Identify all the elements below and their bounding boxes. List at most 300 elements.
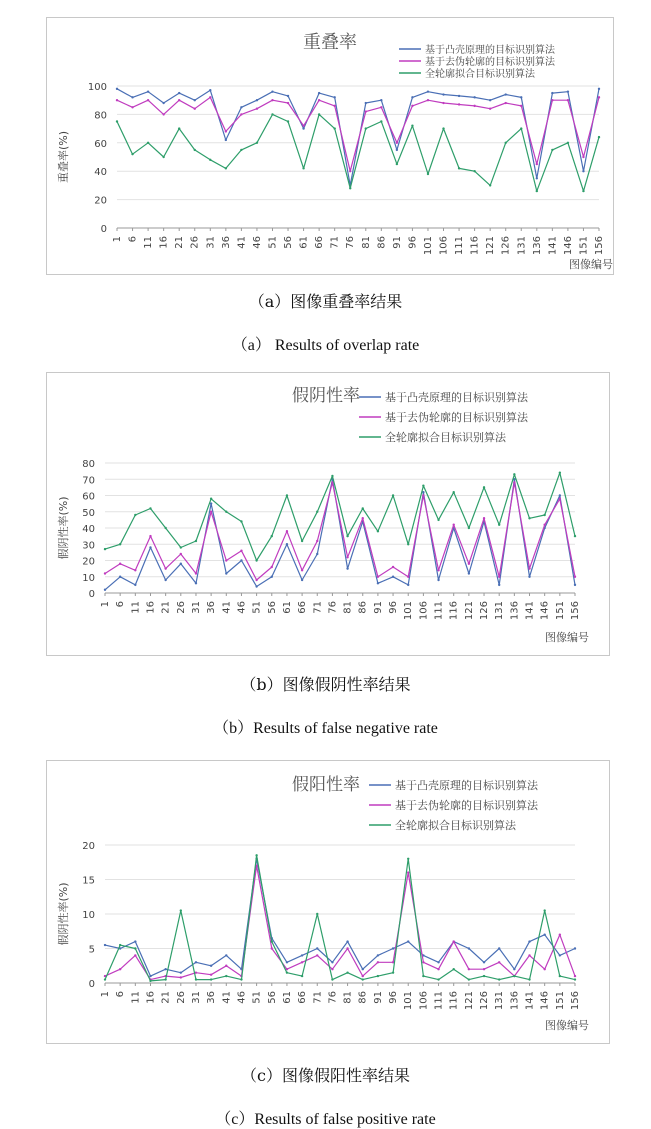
data-point-0 bbox=[427, 90, 429, 92]
data-point-1 bbox=[209, 96, 211, 98]
x-tick-label: 121 bbox=[463, 991, 475, 1011]
data-point-1 bbox=[407, 871, 409, 873]
data-point-2 bbox=[362, 507, 364, 509]
data-point-1 bbox=[458, 103, 460, 105]
y-tick-label: 80 bbox=[82, 459, 95, 470]
x-tick-label: 156 bbox=[594, 236, 605, 256]
data-point-1 bbox=[119, 563, 121, 565]
x-tick-label: 11 bbox=[130, 991, 142, 1004]
x-tick-label: 101 bbox=[403, 991, 415, 1011]
x-tick-label: 1 bbox=[100, 601, 111, 608]
data-point-2 bbox=[559, 472, 561, 474]
data-point-2 bbox=[134, 947, 136, 949]
data-point-1 bbox=[453, 940, 455, 942]
data-point-2 bbox=[271, 940, 273, 942]
x-tick-label: 16 bbox=[158, 236, 170, 249]
data-point-2 bbox=[271, 535, 273, 537]
data-point-0 bbox=[520, 96, 522, 98]
x-tick-label: 51 bbox=[251, 601, 263, 614]
x-tick-label: 116 bbox=[448, 991, 460, 1011]
data-point-1 bbox=[255, 579, 257, 581]
data-point-0 bbox=[180, 563, 182, 565]
y-tick-label: 0 bbox=[100, 224, 107, 235]
data-point-2 bbox=[392, 971, 394, 973]
data-point-1 bbox=[377, 576, 379, 578]
data-point-1 bbox=[437, 569, 439, 571]
data-point-1 bbox=[520, 105, 522, 107]
data-point-2 bbox=[377, 975, 379, 977]
data-point-2 bbox=[574, 978, 576, 980]
data-point-0 bbox=[442, 93, 444, 95]
x-axis-label: 图像编号 bbox=[545, 1019, 589, 1032]
chart-title: 假阴性率 bbox=[292, 386, 360, 406]
x-tick-label: 56 bbox=[266, 601, 278, 614]
x-tick-label: 131 bbox=[516, 236, 528, 256]
data-point-1 bbox=[473, 105, 475, 107]
data-point-0 bbox=[225, 139, 227, 141]
data-point-0 bbox=[505, 93, 507, 95]
data-point-1 bbox=[301, 569, 303, 571]
y-tick-label: 20 bbox=[94, 195, 107, 207]
data-point-2 bbox=[437, 519, 439, 521]
data-point-1 bbox=[543, 968, 545, 970]
data-point-1 bbox=[536, 163, 538, 165]
data-point-0 bbox=[559, 494, 561, 496]
data-point-0 bbox=[256, 99, 258, 101]
x-tick-label: 121 bbox=[463, 601, 475, 621]
data-point-2 bbox=[458, 167, 460, 169]
y-tick-label: 50 bbox=[82, 507, 95, 519]
data-point-0 bbox=[240, 559, 242, 561]
x-tick-label: 51 bbox=[251, 991, 263, 1004]
x-tick-label: 116 bbox=[448, 601, 460, 621]
x-tick-label: 56 bbox=[283, 236, 295, 249]
data-point-1 bbox=[483, 517, 485, 519]
data-point-0 bbox=[149, 975, 151, 977]
chart-panel-false-positive bbox=[46, 760, 610, 1044]
data-point-1 bbox=[349, 170, 351, 172]
data-point-0 bbox=[528, 576, 530, 578]
x-tick-label: 26 bbox=[189, 236, 201, 249]
x-tick-label: 51 bbox=[267, 236, 279, 249]
x-tick-label: 66 bbox=[297, 601, 309, 614]
x-tick-label: 21 bbox=[174, 236, 186, 249]
x-tick-label: 116 bbox=[469, 236, 481, 256]
data-point-2 bbox=[104, 548, 106, 550]
x-tick-label: 61 bbox=[281, 991, 293, 1004]
data-point-0 bbox=[528, 940, 530, 942]
x-tick-label: 81 bbox=[360, 236, 372, 249]
data-point-1 bbox=[427, 99, 429, 101]
x-tick-label: 91 bbox=[372, 991, 384, 1004]
data-point-2 bbox=[271, 113, 273, 115]
data-point-2 bbox=[209, 159, 211, 161]
data-point-1 bbox=[411, 105, 413, 107]
data-point-1 bbox=[346, 556, 348, 558]
data-point-2 bbox=[119, 543, 121, 545]
data-point-1 bbox=[528, 567, 530, 569]
data-point-1 bbox=[149, 535, 151, 537]
x-tick-label: 131 bbox=[494, 991, 506, 1011]
data-point-2 bbox=[194, 149, 196, 151]
x-axis-label: 图像编号 bbox=[569, 258, 613, 271]
x-tick-label: 141 bbox=[547, 236, 559, 256]
data-point-2 bbox=[528, 517, 530, 519]
x-tick-label: 6 bbox=[115, 991, 127, 998]
data-point-0 bbox=[567, 90, 569, 92]
series-line-2 bbox=[105, 855, 575, 981]
data-point-0 bbox=[574, 584, 576, 586]
data-point-1 bbox=[210, 511, 212, 513]
data-point-1 bbox=[134, 569, 136, 571]
data-point-2 bbox=[162, 156, 164, 158]
data-point-0 bbox=[178, 92, 180, 94]
data-point-0 bbox=[483, 961, 485, 963]
data-point-2 bbox=[104, 978, 106, 980]
data-point-1 bbox=[598, 96, 600, 98]
data-point-0 bbox=[271, 90, 273, 92]
data-point-0 bbox=[498, 584, 500, 586]
data-point-1 bbox=[468, 968, 470, 970]
data-point-0 bbox=[468, 572, 470, 574]
x-tick-label: 91 bbox=[391, 236, 403, 249]
data-point-0 bbox=[598, 88, 600, 90]
x-tick-label: 26 bbox=[175, 601, 187, 614]
data-point-0 bbox=[582, 170, 584, 172]
data-point-0 bbox=[195, 582, 197, 584]
data-point-0 bbox=[392, 576, 394, 578]
x-tick-label: 96 bbox=[388, 601, 400, 614]
y-tick-label: 20 bbox=[82, 556, 95, 568]
x-tick-label: 111 bbox=[433, 991, 445, 1011]
data-point-1 bbox=[225, 965, 227, 967]
data-point-2 bbox=[180, 546, 182, 548]
data-point-2 bbox=[195, 540, 197, 542]
legend-entry: 全轮廓拟合目标识别算法 bbox=[385, 431, 506, 444]
data-point-1 bbox=[377, 961, 379, 963]
data-point-0 bbox=[104, 589, 106, 591]
data-point-0 bbox=[164, 968, 166, 970]
y-tick-label: 0 bbox=[88, 589, 95, 600]
data-point-1 bbox=[422, 961, 424, 963]
data-point-1 bbox=[240, 550, 242, 552]
data-point-1 bbox=[119, 968, 121, 970]
data-point-0 bbox=[116, 88, 118, 90]
data-point-0 bbox=[240, 106, 242, 108]
data-point-2 bbox=[483, 486, 485, 488]
legend-entry: 全轮廓拟合目标识别算法 bbox=[425, 69, 535, 80]
x-tick-label: 136 bbox=[531, 236, 543, 256]
chart-overlap bbox=[47, 18, 613, 274]
data-point-0 bbox=[318, 92, 320, 94]
data-point-2 bbox=[453, 968, 455, 970]
y-tick-label: 30 bbox=[82, 540, 95, 552]
caption-c-zh: （c）图像假阳性率结果 bbox=[241, 1066, 410, 1085]
x-tick-label: 76 bbox=[345, 236, 357, 249]
data-point-1 bbox=[574, 576, 576, 578]
data-point-2 bbox=[210, 978, 212, 980]
x-tick-label: 111 bbox=[454, 236, 466, 256]
x-tick-label: 46 bbox=[236, 991, 248, 1004]
data-point-2 bbox=[240, 520, 242, 522]
x-tick-label: 76 bbox=[327, 601, 339, 614]
data-point-0 bbox=[286, 543, 288, 545]
x-tick-label: 106 bbox=[418, 601, 430, 621]
data-point-0 bbox=[407, 940, 409, 942]
data-point-1 bbox=[134, 954, 136, 956]
legend-entry: 基于凸壳原理的目标识别算法 bbox=[385, 391, 528, 404]
data-point-0 bbox=[473, 96, 475, 98]
data-point-1 bbox=[162, 113, 164, 115]
data-point-0 bbox=[411, 96, 413, 98]
data-point-2 bbox=[468, 527, 470, 529]
data-point-1 bbox=[318, 99, 320, 101]
data-point-0 bbox=[536, 177, 538, 179]
x-tick-label: 16 bbox=[145, 991, 157, 1004]
y-axis-label: 重叠率(%) bbox=[57, 130, 70, 184]
data-point-2 bbox=[422, 485, 424, 487]
data-point-2 bbox=[362, 978, 364, 980]
data-point-1 bbox=[559, 498, 561, 500]
data-point-0 bbox=[316, 553, 318, 555]
data-point-2 bbox=[346, 535, 348, 537]
data-point-0 bbox=[131, 96, 133, 98]
data-point-2 bbox=[505, 142, 507, 144]
data-point-0 bbox=[286, 961, 288, 963]
data-point-1 bbox=[551, 99, 553, 101]
data-point-0 bbox=[346, 940, 348, 942]
data-point-1 bbox=[362, 975, 364, 977]
data-point-0 bbox=[164, 579, 166, 581]
x-tick-label: 86 bbox=[357, 991, 369, 1004]
x-tick-label: 101 bbox=[403, 601, 415, 621]
legend-entry: 全轮廓拟合目标识别算法 bbox=[395, 819, 516, 832]
x-tick-label: 71 bbox=[312, 991, 324, 1004]
data-point-1 bbox=[422, 494, 424, 496]
data-point-1 bbox=[365, 110, 367, 112]
x-tick-label: 151 bbox=[554, 991, 566, 1011]
y-tick-label: 5 bbox=[88, 944, 95, 956]
data-point-1 bbox=[582, 156, 584, 158]
data-point-1 bbox=[225, 130, 227, 132]
x-tick-label: 81 bbox=[342, 601, 354, 614]
data-point-1 bbox=[483, 968, 485, 970]
data-point-1 bbox=[528, 954, 530, 956]
data-point-0 bbox=[498, 947, 500, 949]
data-point-2 bbox=[302, 167, 304, 169]
data-point-0 bbox=[162, 102, 164, 104]
x-tick-label: 81 bbox=[342, 991, 354, 1004]
x-tick-label: 141 bbox=[524, 991, 536, 1011]
data-point-1 bbox=[271, 947, 273, 949]
data-point-1 bbox=[286, 530, 288, 532]
data-point-2 bbox=[178, 127, 180, 129]
data-point-2 bbox=[543, 909, 545, 911]
data-point-2 bbox=[427, 173, 429, 175]
y-tick-label: 40 bbox=[82, 524, 95, 535]
data-point-0 bbox=[104, 944, 106, 946]
x-tick-label: 91 bbox=[372, 601, 384, 614]
data-point-1 bbox=[178, 99, 180, 101]
data-point-2 bbox=[489, 184, 491, 186]
y-tick-label: 20 bbox=[82, 841, 95, 852]
data-point-1 bbox=[380, 106, 382, 108]
chart-panel-false-negative bbox=[46, 372, 610, 656]
data-point-1 bbox=[498, 961, 500, 963]
data-point-0 bbox=[316, 947, 318, 949]
data-point-1 bbox=[301, 961, 303, 963]
x-tick-label: 86 bbox=[376, 236, 388, 249]
x-tick-label: 146 bbox=[539, 601, 551, 621]
data-point-1 bbox=[498, 576, 500, 578]
x-tick-label: 156 bbox=[570, 991, 581, 1011]
data-point-0 bbox=[437, 579, 439, 581]
data-point-2 bbox=[598, 136, 600, 138]
data-point-2 bbox=[240, 978, 242, 980]
data-point-2 bbox=[442, 127, 444, 129]
chart-panel-overlap bbox=[46, 17, 614, 275]
data-point-0 bbox=[134, 584, 136, 586]
data-point-2 bbox=[149, 507, 151, 509]
x-tick-label: 36 bbox=[220, 236, 232, 249]
data-point-2 bbox=[520, 127, 522, 129]
chart-false-negative bbox=[47, 373, 609, 655]
series-line-1 bbox=[105, 866, 575, 980]
data-point-1 bbox=[392, 566, 394, 568]
data-point-1 bbox=[164, 567, 166, 569]
data-point-2 bbox=[164, 527, 166, 529]
data-point-1 bbox=[333, 105, 335, 107]
y-tick-label: 60 bbox=[82, 491, 95, 503]
x-tick-label: 151 bbox=[578, 236, 590, 256]
data-point-2 bbox=[582, 190, 584, 192]
x-tick-label: 131 bbox=[494, 601, 506, 621]
data-point-1 bbox=[194, 108, 196, 110]
data-point-1 bbox=[131, 106, 133, 108]
data-point-1 bbox=[195, 572, 197, 574]
data-point-0 bbox=[302, 127, 304, 129]
y-tick-label: 60 bbox=[94, 138, 107, 150]
x-tick-label: 136 bbox=[509, 601, 521, 621]
x-tick-label: 111 bbox=[433, 601, 445, 621]
x-tick-label: 96 bbox=[388, 991, 400, 1004]
data-point-2 bbox=[131, 153, 133, 155]
x-tick-label: 71 bbox=[329, 236, 341, 249]
data-point-2 bbox=[453, 491, 455, 493]
data-point-1 bbox=[180, 553, 182, 555]
data-point-2 bbox=[468, 978, 470, 980]
x-tick-label: 31 bbox=[190, 991, 202, 1004]
data-point-2 bbox=[286, 971, 288, 973]
data-point-2 bbox=[422, 975, 424, 977]
x-tick-label: 16 bbox=[145, 601, 157, 614]
data-point-1 bbox=[505, 102, 507, 104]
data-point-2 bbox=[301, 975, 303, 977]
data-point-0 bbox=[392, 947, 394, 949]
data-point-0 bbox=[365, 102, 367, 104]
x-tick-label: 86 bbox=[357, 601, 369, 614]
data-point-1 bbox=[240, 113, 242, 115]
x-tick-label: 36 bbox=[206, 601, 218, 614]
y-tick-label: 70 bbox=[82, 475, 95, 487]
data-point-1 bbox=[225, 559, 227, 561]
data-point-1 bbox=[316, 540, 318, 542]
data-point-2 bbox=[333, 127, 335, 129]
data-point-2 bbox=[543, 514, 545, 516]
data-point-2 bbox=[225, 511, 227, 513]
data-point-2 bbox=[149, 980, 151, 982]
data-point-0 bbox=[551, 92, 553, 94]
data-point-0 bbox=[225, 954, 227, 956]
x-tick-label: 136 bbox=[509, 991, 521, 1011]
legend-entry: 基于去伪轮廓的目标识别算法 bbox=[395, 799, 538, 812]
x-tick-label: 106 bbox=[418, 991, 430, 1011]
caption-a-zh: （a）图像重叠率结果 bbox=[248, 292, 403, 311]
caption-b-en: （b）Results of false negative rate bbox=[213, 720, 438, 737]
data-point-0 bbox=[255, 585, 257, 587]
data-point-2 bbox=[483, 975, 485, 977]
chart-title: 假阳性率 bbox=[292, 775, 360, 795]
legend-entry: 基于去伪轮廓的目标识别算法 bbox=[385, 411, 528, 424]
data-point-2 bbox=[240, 149, 242, 151]
y-tick-label: 15 bbox=[82, 875, 95, 887]
data-point-0 bbox=[225, 572, 227, 574]
data-point-2 bbox=[119, 944, 121, 946]
x-tick-label: 11 bbox=[143, 236, 155, 249]
data-point-2 bbox=[551, 149, 553, 151]
data-point-1 bbox=[453, 524, 455, 526]
y-tick-label: 0 bbox=[88, 979, 95, 990]
data-point-0 bbox=[543, 934, 545, 936]
data-point-2 bbox=[574, 535, 576, 537]
data-point-0 bbox=[458, 95, 460, 97]
data-point-0 bbox=[180, 971, 182, 973]
x-tick-label: 6 bbox=[115, 601, 127, 608]
data-point-0 bbox=[380, 99, 382, 101]
data-point-2 bbox=[528, 978, 530, 980]
data-point-2 bbox=[331, 978, 333, 980]
data-point-1 bbox=[147, 99, 149, 101]
data-point-2 bbox=[255, 854, 257, 856]
data-point-2 bbox=[210, 498, 212, 500]
data-point-2 bbox=[498, 524, 500, 526]
data-point-2 bbox=[513, 473, 515, 475]
y-tick-label: 100 bbox=[87, 82, 107, 93]
data-point-0 bbox=[489, 99, 491, 101]
x-tick-label: 1 bbox=[100, 991, 111, 998]
x-tick-label: 41 bbox=[221, 601, 233, 614]
caption-b-zh: （b）图像假阴性率结果 bbox=[240, 675, 411, 694]
data-point-0 bbox=[119, 576, 121, 578]
data-point-1 bbox=[396, 142, 398, 144]
data-point-1 bbox=[468, 563, 470, 565]
x-tick-label: 126 bbox=[500, 236, 512, 256]
data-point-2 bbox=[164, 978, 166, 980]
data-point-2 bbox=[407, 543, 409, 545]
data-point-0 bbox=[346, 567, 348, 569]
data-point-1 bbox=[316, 954, 318, 956]
data-point-0 bbox=[147, 90, 149, 92]
x-tick-label: 11 bbox=[130, 601, 142, 614]
data-point-2 bbox=[331, 475, 333, 477]
data-point-0 bbox=[301, 954, 303, 956]
data-point-2 bbox=[365, 127, 367, 129]
data-point-1 bbox=[104, 572, 106, 574]
data-point-2 bbox=[225, 975, 227, 977]
x-tick-label: 46 bbox=[251, 236, 263, 249]
data-point-0 bbox=[331, 961, 333, 963]
x-tick-label: 156 bbox=[570, 601, 581, 621]
